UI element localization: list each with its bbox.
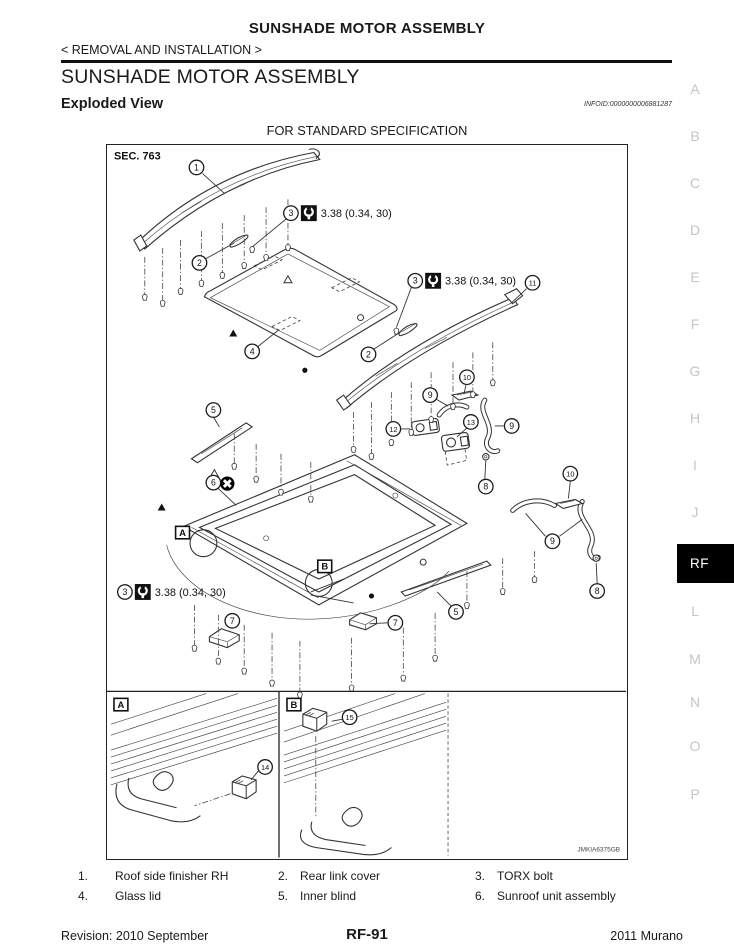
detail-a-marker	[176, 526, 190, 539]
detail-b-marker	[318, 560, 332, 573]
page-number: RF-91	[346, 926, 388, 943]
legend-item-number: 6.	[475, 889, 486, 903]
wrench-icon	[425, 273, 441, 289]
svg-text:3: 3	[412, 275, 418, 286]
callout-7	[225, 614, 240, 629]
legend-item-label: Inner blind	[300, 889, 357, 903]
svg-text:2: 2	[197, 257, 202, 268]
detail-panel-b-artwork	[284, 693, 446, 854]
legend-item-label: TORX bolt	[497, 869, 553, 883]
svg-text:9: 9	[427, 390, 433, 401]
sidebar-tab-n[interactable]: N	[689, 694, 701, 710]
legend-item-number: 5.	[278, 889, 289, 903]
sidebar-tab-i[interactable]: I	[693, 457, 697, 473]
hose-bracket-parts	[452, 391, 582, 508]
exploded-view-figure	[106, 144, 628, 860]
legend-item-label: Roof side finisher RH	[115, 869, 229, 883]
footer-model: 2011 Murano	[610, 929, 683, 943]
bracket-part-7a	[209, 629, 239, 648]
svg-text:10: 10	[566, 469, 575, 479]
svg-text:A: A	[117, 699, 125, 711]
sidebar-tab-e[interactable]: E	[690, 269, 700, 285]
sunroof-motor-part-13	[441, 432, 472, 465]
svg-text:7: 7	[392, 617, 398, 628]
legend-item-number: 2.	[278, 869, 289, 883]
sidebar-tab-h[interactable]: H	[689, 410, 701, 426]
legend-item-label: Sunroof unit assembly	[497, 889, 616, 903]
svg-text:14: 14	[261, 762, 270, 772]
callout-10	[460, 370, 475, 385]
callout-1	[189, 160, 204, 175]
svg-text:9: 9	[549, 536, 555, 547]
svg-text:3.38 (0.34, 30): 3.38 (0.34, 30)	[445, 275, 517, 288]
torque-spec-marker	[118, 584, 226, 600]
sidebar-tab-j[interactable]: J	[691, 504, 699, 520]
svg-text:12: 12	[389, 424, 398, 434]
callout-8	[479, 479, 494, 494]
svg-text:10: 10	[462, 373, 472, 383]
wrench-icon	[301, 205, 317, 221]
breadcrumb: < REMOVAL AND INSTALLATION >	[61, 43, 262, 57]
discard-symbol	[220, 476, 234, 490]
sunshade-motor-part-12	[411, 418, 440, 436]
svg-text:6: 6	[210, 477, 216, 488]
svg-text:1: 1	[194, 162, 199, 173]
callout-6	[206, 475, 221, 490]
svg-text:5: 5	[210, 405, 216, 416]
figure-image-id: JMKIA6375GB	[577, 846, 621, 854]
sidebar-tab-a[interactable]: A	[690, 81, 700, 97]
sidebar-tab-f[interactable]: F	[690, 316, 700, 332]
callout-4	[245, 344, 260, 359]
sidebar-tab-l[interactable]: L	[691, 603, 699, 619]
callout-5	[206, 403, 221, 418]
torque-spec-marker	[408, 273, 516, 289]
footer-revision: Revision: 2010 September	[61, 929, 209, 943]
svg-text:5: 5	[453, 606, 459, 617]
sidebar-tab-b[interactable]: B	[690, 128, 700, 144]
infoid-label: INFOID:0000000006881287	[584, 101, 672, 108]
exploded-diagram-artwork	[107, 149, 626, 858]
subsection-title: Exploded View	[61, 96, 164, 112]
legend-item-label: Rear link cover	[300, 869, 381, 883]
legend-item-number: 4.	[78, 889, 89, 903]
svg-text:11: 11	[528, 278, 537, 288]
svg-text:9: 9	[509, 420, 515, 431]
callout-10	[563, 466, 578, 481]
figure-caption: FOR STANDARD SPECIFICATION	[266, 123, 468, 138]
callout-9	[545, 534, 560, 549]
svg-text:15: 15	[345, 713, 354, 723]
torque-spec-marker	[284, 205, 392, 221]
callout-9	[423, 388, 438, 403]
sidebar-tab-g[interactable]: G	[689, 363, 701, 379]
detail-panel-a-artwork	[111, 693, 277, 821]
sidebar-tab-rf-active[interactable]: RF	[677, 544, 734, 583]
svg-text:8: 8	[483, 481, 489, 492]
svg-text:8: 8	[594, 585, 600, 596]
exploded-diagram	[107, 145, 626, 858]
glass-lid-spacer-part-15	[303, 708, 327, 731]
svg-text:B: B	[321, 561, 329, 573]
legend-item-number: 3.	[475, 869, 486, 883]
detail-panel-a-label	[114, 698, 128, 711]
callout-5	[449, 605, 464, 620]
callout-11	[525, 276, 540, 291]
legend-item-number: 1.	[78, 869, 89, 883]
callout-8	[590, 584, 605, 599]
svg-text:4: 4	[249, 346, 255, 357]
svg-text:3: 3	[122, 586, 128, 597]
svg-text:2: 2	[366, 349, 371, 360]
sidebar-tab-o[interactable]: O	[689, 738, 701, 754]
sidebar-tab-p[interactable]: P	[690, 786, 700, 802]
sec-label: SEC. 763	[113, 150, 161, 163]
roof-side-finisher-part	[134, 149, 320, 251]
callout-2	[361, 347, 376, 362]
svg-text:3.38 (0.34, 30): 3.38 (0.34, 30)	[320, 208, 392, 221]
sidebar-tab-d[interactable]: D	[689, 222, 701, 238]
callout-12	[386, 422, 401, 437]
detail-panel-b-label	[287, 698, 301, 711]
header-divider	[61, 60, 672, 63]
callout-7	[388, 616, 403, 631]
glass-lid-spacer-part-14	[232, 776, 256, 799]
svg-text:3.38 (0.34, 30): 3.38 (0.34, 30)	[154, 586, 226, 599]
callout-14	[258, 760, 273, 775]
svg-text:B: B	[290, 699, 298, 711]
legend-item-label: Glass lid	[115, 889, 162, 903]
callout-2	[192, 256, 207, 271]
sidebar-tab-c[interactable]: C	[689, 175, 701, 191]
page-header-title: SUNSHADE MOTOR ASSEMBLY	[248, 20, 486, 37]
svg-text:A: A	[179, 527, 186, 539]
callout-9	[504, 419, 519, 434]
svg-text:13: 13	[466, 417, 475, 427]
callout-13	[464, 415, 479, 430]
wrench-icon	[135, 584, 151, 600]
section-title: SUNSHADE MOTOR ASSEMBLY	[61, 66, 360, 88]
callout-15	[342, 710, 357, 725]
parts-legend	[78, 869, 678, 903]
sidebar-tab-m[interactable]: M	[689, 651, 701, 667]
svg-text:7: 7	[229, 615, 235, 626]
svg-text:3: 3	[288, 208, 294, 219]
